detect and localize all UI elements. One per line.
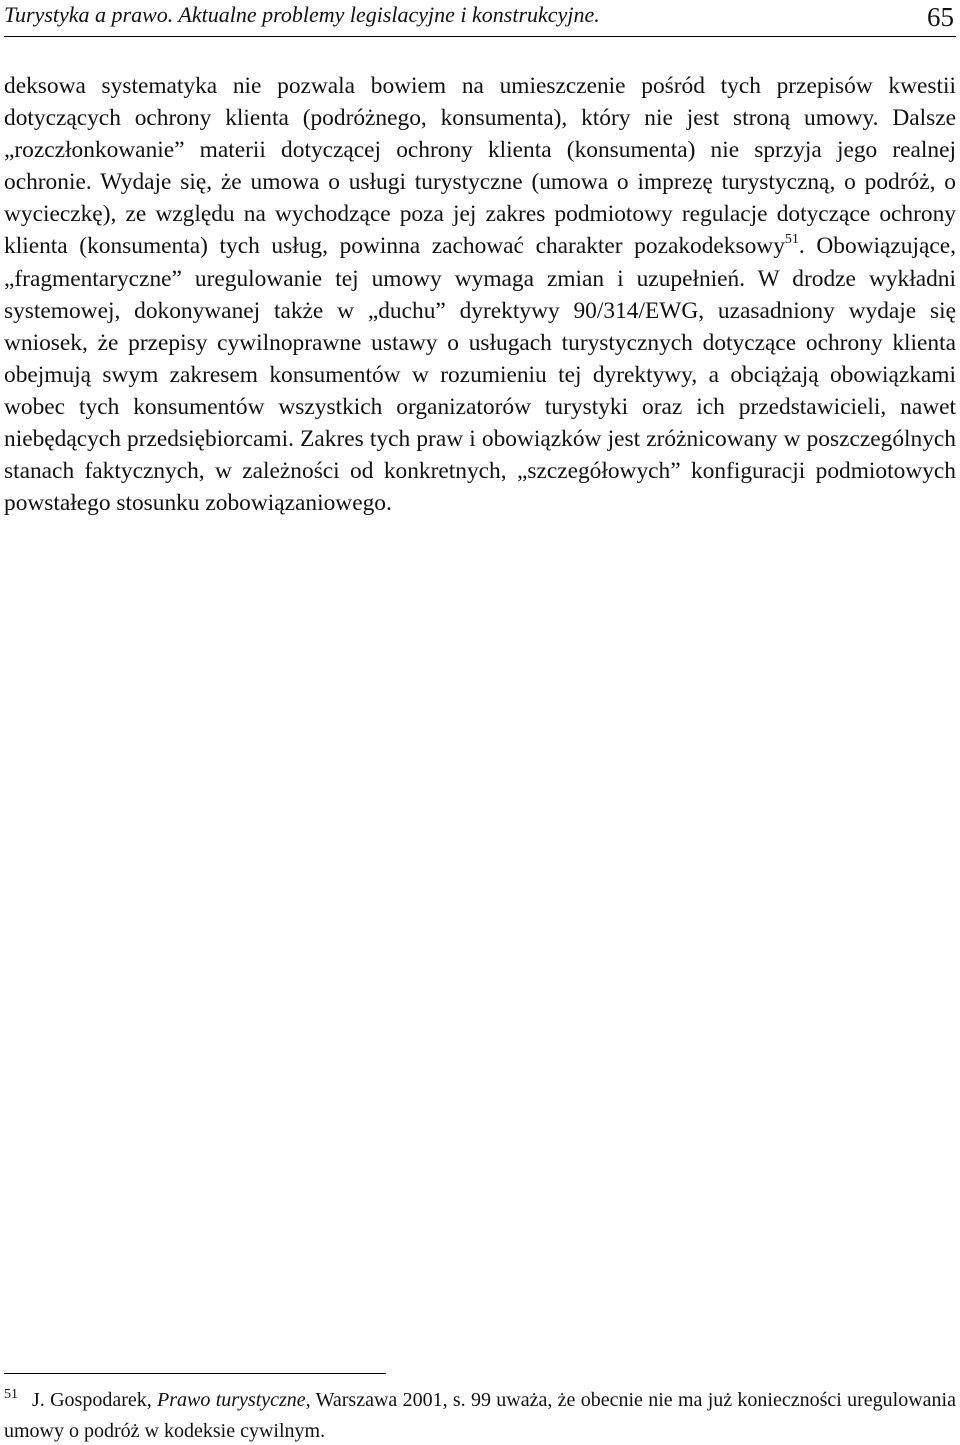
running-header <box>4 0 956 37</box>
body-paragraph <box>4 70 956 519</box>
page-number: 65 <box>927 2 954 32</box>
body-text-part2: . Obowiązujące, „fragmentaryczne” uregulowanie tej umowy wymaga zmian i uzupełnień. W drodze wykładni systemowej, dokonywanej także w „duchu” dyrektywy 90/314/EWG, uzasadniony wydaje się wniosek, że przepisy cywilnoprawne ustawy o usługach turystycznych dotyczące ochrony klienta obejmują swym zakresem konsumentów w rozumieniu tej dyrektywy, a obciążają obowiązkami wobec tych konsumentów wszystkich organizatorów turystyki oraz ich przedstawicieli, nawet niebędących przedsiębiorcami. Zakres tych praw i obowiązków jest zróżnicowany w poszczególnych stanach faktycznych, w zależności od konkretnych, „szczegółowych” konfiguracji podmiotowych powstałego stosunku zobowiązaniowego. <box>4 233 956 517</box>
footnote-book-title: Prawo turystyczne <box>157 1389 306 1411</box>
body-text-part1: deksowa systematyka nie pozwala bowiem na umieszczenie pośród tych przepisów kwestii dotyczących ochrony klienta (podróżnego, konsumenta), który nie jest stroną umowy. Dalsze „rozczłonkowanie” materii dotyczącej ochrony klienta (konsumenta) nie sprzyja jego realnej ochronie. Wydaje się, że umowa o usługi turystyczne (umowa o imprezę turystyczną, o podróż, o wycieczkę), ze względu na wychodzące poza jej zakres podmiotowy regulacje dotyczące ochrony klienta (konsumenta) tych usług, powinna zachować charakter pozakodeksowy <box>4 73 956 260</box>
footnote-author: J. Gospodarek, <box>32 1389 158 1411</box>
footnote-text: , Warszawa 2001, s. 99 uważa, że obecnie nie ma już konieczności uregulowania umowy o podróż w kodeksie cywilnym. <box>4 1389 956 1442</box>
footnote-separator <box>4 1373 386 1374</box>
footnote-number: 51 <box>4 1387 18 1402</box>
footnote-reference: 51 <box>784 231 799 247</box>
footnote <box>4 1386 956 1445</box>
main-text <box>4 70 956 519</box>
running-header-title: Turystyka a prawo. Aktualne problemy legislacyjne i konstrukcyjne. <box>4 2 600 27</box>
